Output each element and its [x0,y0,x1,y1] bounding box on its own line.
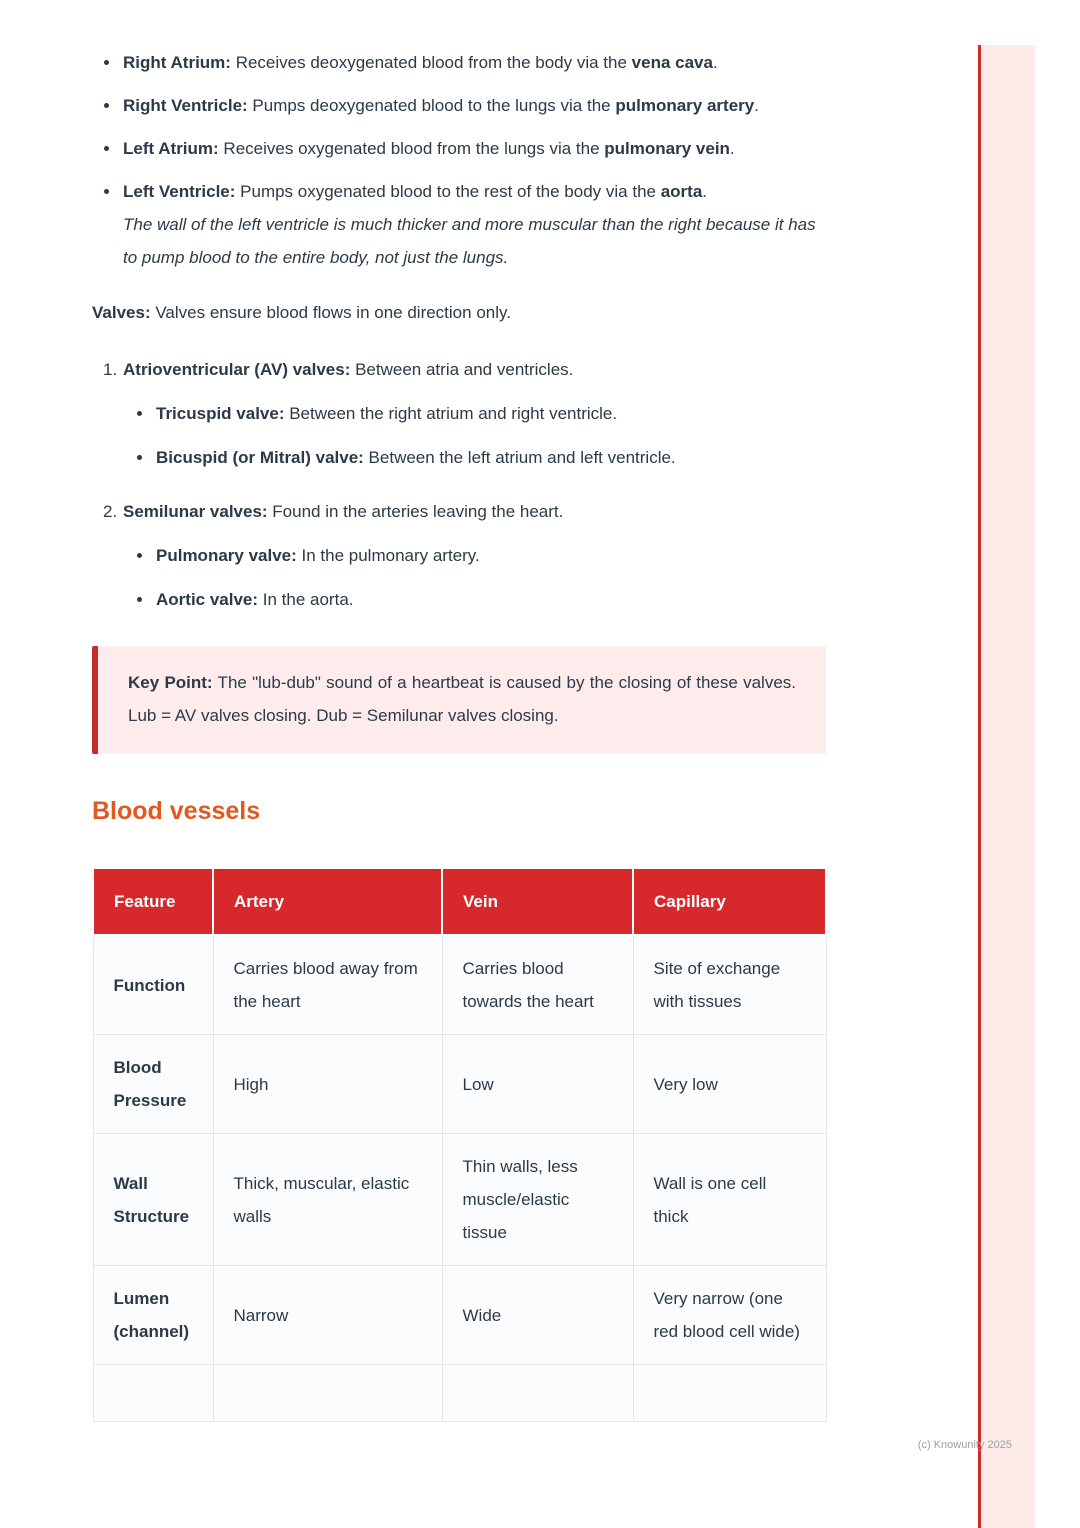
list-item-text: Left Atrium: Receives oxygenated blood from the lungs via the pulmonary vein. [123,139,735,158]
list-item [92,132,826,165]
key-point-text: Key Point: The "lub-dub" sound of a heartbeat is caused by the closing of these valves. Lub = AV valves closing. Dub = Semilunar valves closing. [128,673,797,725]
list-item [92,46,826,79]
numbered-item-text: Atrioventricular (AV) valves: Between atria and ventricles. [123,360,574,379]
table-cell: Narrow [213,1266,442,1365]
table-cell [442,1365,633,1422]
blood-vessels-table [92,867,827,1422]
bullet-icon [92,175,123,274]
table-cell: Carries blood away from the heart [213,935,442,1035]
bullet-icon [123,397,156,430]
page-edge-stripe [978,45,1035,1528]
column-header: Vein [442,868,633,935]
valves-intro: Valves: Valves ensure blood flows in one direction only. [92,303,511,322]
table-header-row [93,868,826,935]
chamber-list [92,46,826,274]
table-cell: Blood Pressure [93,1035,213,1134]
italic-note: The wall of the left ventricle is much thicker and more muscular than the right because it has to pump blood to the entire body, not just the lungs. [123,215,816,267]
table-cell: Lumen (channel) [93,1266,213,1365]
column-header: Feature [93,868,213,935]
bullet-icon [123,539,156,572]
table-cell: Wide [442,1266,633,1365]
bullet-icon [123,441,156,474]
list-item [123,397,826,430]
section-heading: Blood vessels [92,797,261,825]
table-row [93,1134,826,1266]
table-cell [213,1365,442,1422]
table-cell: Thick, muscular, elastic walls [213,1134,442,1266]
bullet-icon [123,583,156,616]
table-cell: Wall Structure [93,1134,213,1266]
numbered-item [92,495,826,616]
list-item [123,539,826,572]
numbered-item [92,353,826,474]
column-header: Artery [213,868,442,935]
table-cell: Low [442,1035,633,1134]
numbered-item-text: Semilunar valves: Found in the arteries leaving the heart. [123,502,564,521]
list-item [92,89,826,122]
table-cell [633,1365,826,1422]
list-item-text: Pulmonary valve: In the pulmonary artery. [156,546,480,565]
table-cell [93,1365,213,1422]
item-number: 1. [103,360,118,379]
table-row [93,1035,826,1134]
table-row [93,1266,826,1365]
list-item [123,441,826,474]
table-cell: Very low [633,1035,826,1134]
key-point-callout [92,646,826,754]
list-item-text: Tricuspid valve: Between the right atrium and right ventricle. [156,404,618,423]
document-content [92,0,826,1422]
bullet-icon [92,132,123,165]
table-cell: High [213,1035,442,1134]
table-cell: Function [93,935,213,1035]
watermark: (c) Knowunity 2025 [917,1439,1012,1451]
list-item-text: Aortic valve: In the aorta. [156,590,354,609]
list-item-text: Right Ventricle: Pumps deoxygenated blood to the lungs via the pulmonary artery. [123,96,759,115]
list-item-text: Right Atrium: Receives deoxygenated blood from the body via the vena cava. [123,53,718,72]
table-row [93,1365,826,1422]
table-cell: Site of exchange with tissues [633,935,826,1035]
bullet-icon [92,89,123,122]
list-item [92,175,826,274]
table-row [93,935,826,1035]
bullet-icon [92,46,123,79]
list-item-text: Bicuspid (or Mitral) valve: Between the left atrium and left ventricle. [156,448,676,467]
table-cell: Wall is one cell thick [633,1134,826,1266]
list-item [123,583,826,616]
item-number: 2. [103,502,118,521]
sub-list [123,397,826,474]
table-cell: Thin walls, less muscle/elastic tissue [442,1134,633,1266]
sub-list [123,539,826,616]
table-cell: Carries blood towards the heart [442,935,633,1035]
column-header: Capillary [633,868,826,935]
list-item-text: Left Ventricle: Pumps oxygenated blood to the rest of the body via the aorta. [123,182,708,201]
table-cell: Very narrow (one red blood cell wide) [633,1266,826,1365]
